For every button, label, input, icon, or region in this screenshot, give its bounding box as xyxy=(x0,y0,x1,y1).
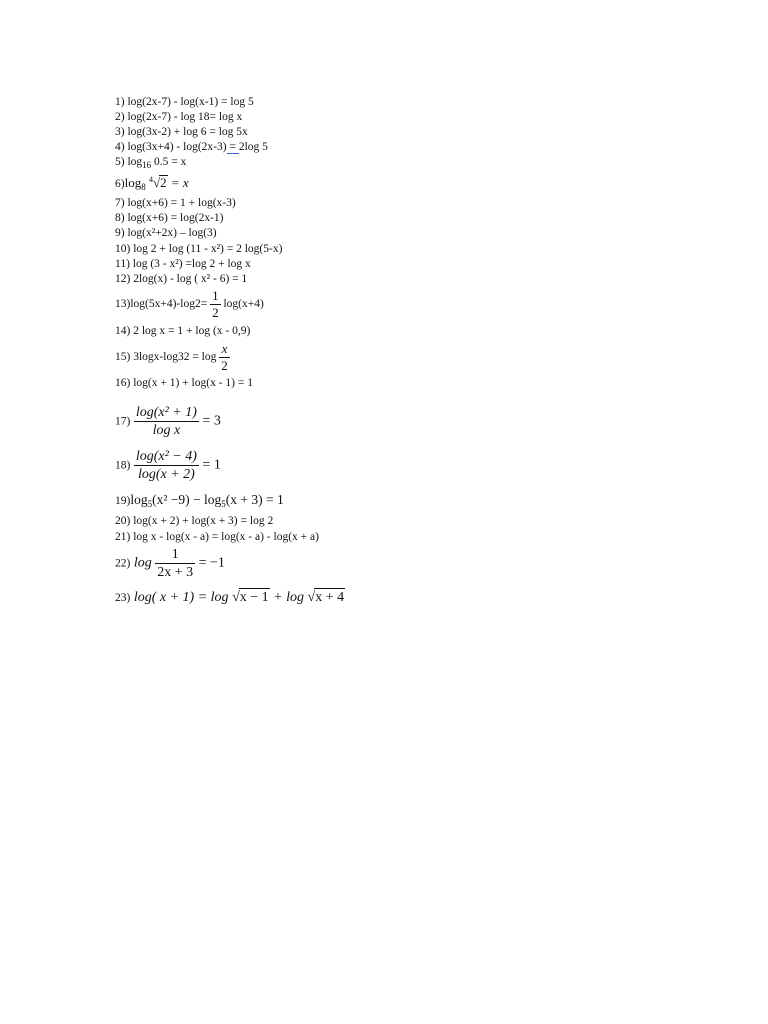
equation-6: $6)\log_8$ $^4$√2 = x xyxy=(115,175,189,192)
equation-2: 2) log(2x-7) - log 18= log x xyxy=(115,111,243,123)
equation-9: 9) log(x²+2x) – log(3) xyxy=(115,227,217,239)
equation-15: 15) 3logx-log32 = log $\frac{x}{2}$ xyxy=(115,341,228,373)
equation-17: 17) $\frac{\text{log(x² + 1)}}{\text{log x}}$ = 3 xyxy=(115,405,221,438)
equation-12: 12) 2log(x) - log ( x² - 6) = 1 xyxy=(115,273,248,285)
equation-3: 3) log(3x-2) + log 6 = log 5x xyxy=(115,126,248,138)
equation-23: 23) log( x + 1) = log √x − 1 + log √x + 4 xyxy=(115,590,345,605)
equation-11: 11) log (3 - x²) =log 2 + log x xyxy=(115,258,251,270)
equation-7: 7) log(x+6) = 1 + log(x-3) xyxy=(115,197,236,209)
equation-18: 18) $\frac{\text{log(x² − 4)}}{\log(x + 2)}$ = 1 xyxy=(115,449,221,482)
equation-20: 20) log(x + 2) + log(x + 3) = log 2 xyxy=(115,515,274,527)
equation-1: 1) log(2x-7) - log(x-1) = log 5 xyxy=(115,96,254,108)
equation-21: 21) log x - log(x - a) = log(x - a) - log(x + a) xyxy=(115,531,319,543)
equation-13: 13)log(5x+4)-log2= $\frac{1}{2}$ log(x+4) xyxy=(115,288,264,320)
equation-8: 8) log(x+6) = log(2x-1) xyxy=(115,212,224,224)
equation-4: 4) log(3x+4) - log(2x-3) = 2log 5 xyxy=(115,141,268,153)
equation-14: 14) 2 log x = 1 + log (x - 0,9) xyxy=(115,325,251,337)
equation-19: $19)\log_5(x^2 -9) - \log_5(x + 3) = 1$ xyxy=(115,492,284,509)
equation-10: 10) log 2 + log (11 - x²) = 2 log(5-x) xyxy=(115,243,283,255)
equation-5: 5) $\log_{16} 0.5 = x$ xyxy=(115,156,187,170)
equation-16: 16) log(x + 1) + log(x - 1) = 1 xyxy=(115,377,253,389)
equation-22: 22) log $\frac{1}{2x + 3}$ = −1 xyxy=(115,547,225,580)
